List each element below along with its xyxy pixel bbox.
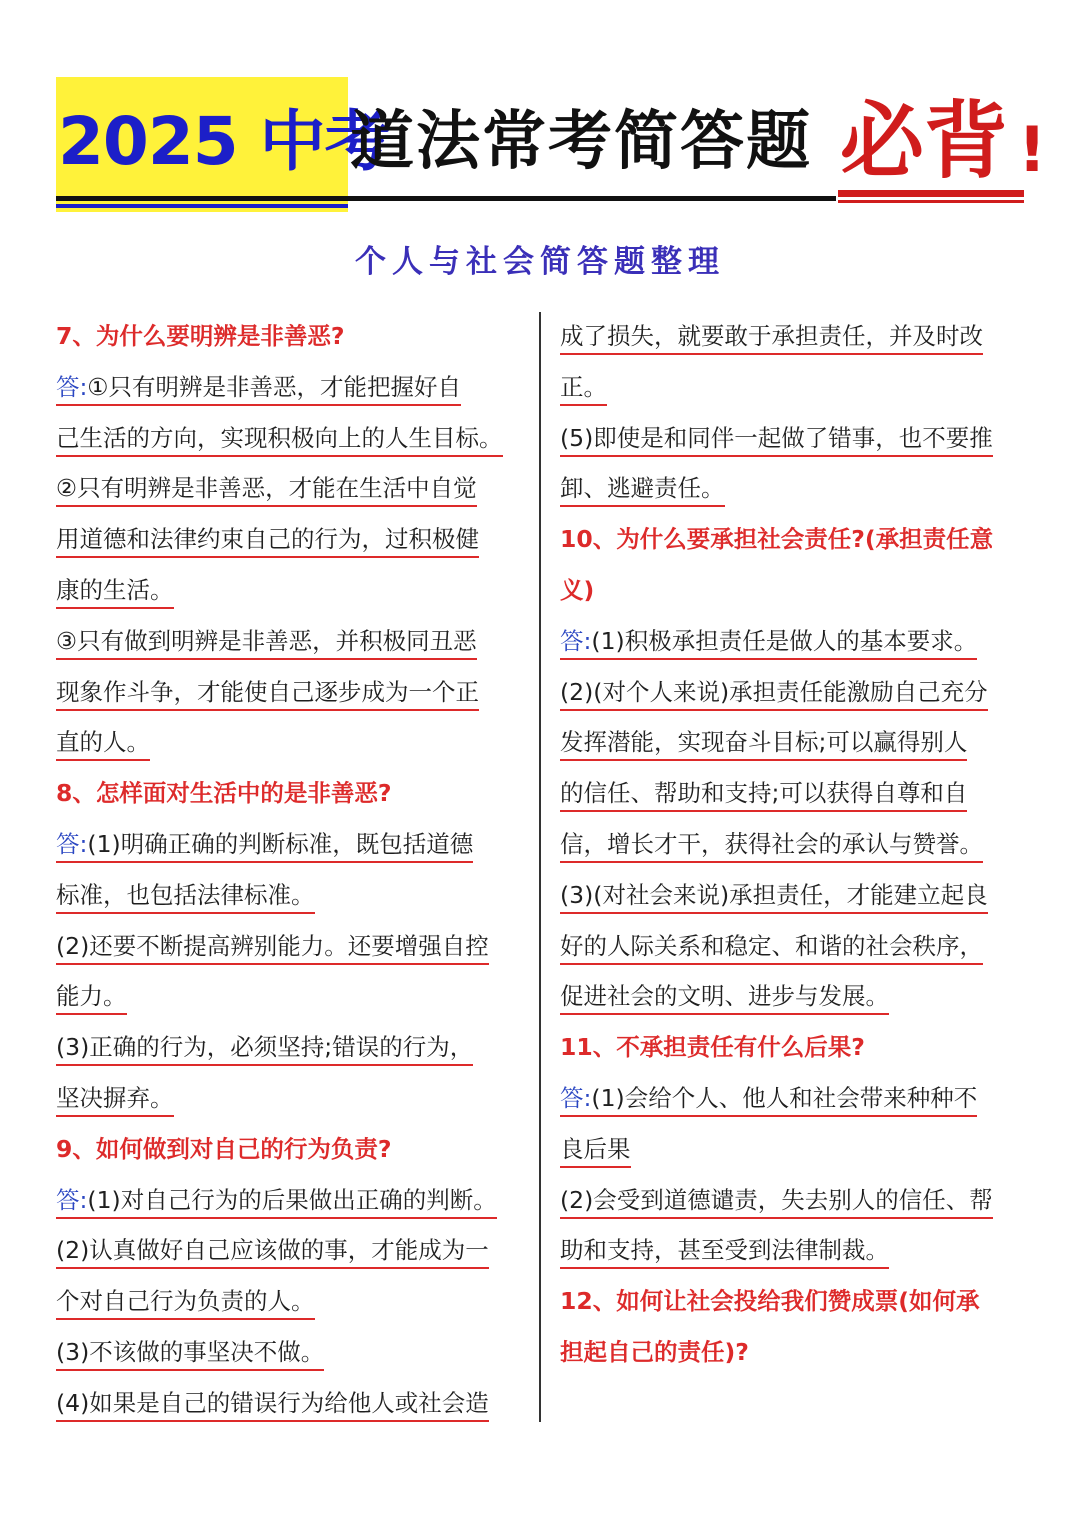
line-text: (2)认真做好自己应该做的事，才能成为一 [56, 1236, 489, 1265]
answer-text [560, 471, 725, 507]
answer-text [560, 1132, 631, 1168]
answer-text [560, 776, 967, 812]
line-text: 7、为什么要明辨是非善恶? [56, 322, 345, 350]
line-text: 的信任、帮助和支持;可以获得自尊和自 [560, 779, 968, 808]
question-heading [560, 515, 1026, 566]
line-text: 9、如何做到对自己的行为负责? [56, 1134, 392, 1163]
answer-text [56, 1183, 497, 1219]
answer-line [56, 414, 526, 465]
answer-line [56, 1074, 526, 1125]
answer-line [56, 871, 526, 922]
line-text: 11、不承担责任有什么后果? [560, 1033, 865, 1062]
answer-line [560, 972, 1026, 1023]
answer-text [560, 979, 889, 1015]
line-text: 能力。 [56, 982, 127, 1011]
question-heading [560, 566, 1026, 617]
answer-line [56, 972, 526, 1023]
question-text [560, 1284, 979, 1318]
answer-line [560, 871, 1026, 922]
line-text: (3)正确的行为，必须坚持;错误的行为， [56, 1033, 474, 1062]
answer-text [56, 522, 479, 558]
answer-text [56, 1386, 489, 1422]
line-text: (3)不该做的事坚决不做。 [56, 1337, 325, 1366]
answer-text [56, 929, 489, 965]
line-text: 信，增长才干，获得社会的承认与赞誉。 [560, 829, 983, 858]
answer-line [560, 1125, 1026, 1176]
answer-line [56, 1226, 526, 1277]
answer-text [56, 370, 461, 406]
answer-line [56, 1328, 526, 1379]
line-text: 卸、逃避责任。 [560, 474, 725, 503]
answer-text [560, 370, 607, 406]
answer-line [56, 922, 526, 973]
page-subtitle: 个人与社会简答题整理 [355, 244, 725, 280]
answer-line [560, 922, 1026, 973]
answer-text [56, 1335, 324, 1371]
answer-text [56, 471, 477, 507]
answer-text [560, 878, 988, 914]
answer-text [560, 624, 977, 660]
line-text: 标准，也包括法律标准。 [56, 880, 315, 909]
answer-text [56, 725, 150, 761]
line-text: 促进社会的文明、进步与发展。 [560, 982, 889, 1011]
answer-line [56, 1023, 526, 1074]
title-year-exam: 2025 中考 [58, 103, 390, 180]
line-text: (1)明确正确的判断标准，既包括道德 [87, 829, 474, 858]
line-text: 用道德和法律约束自己的行为，过积极健 [56, 525, 479, 554]
answer-line [560, 363, 1026, 414]
answer-marker: 答: [56, 372, 88, 401]
answer-text [56, 827, 473, 863]
line-text: 担起自己的责任)? [560, 1337, 749, 1366]
answer-line [560, 617, 1026, 668]
line-text: (5)即使是和同伴一起做了错事，也不要推 [560, 423, 993, 452]
title-underline-red-thin [838, 200, 1024, 203]
answer-text [560, 1183, 993, 1219]
answer-marker: 答: [56, 829, 88, 858]
answer-line [56, 718, 526, 769]
answer-marker: 答: [560, 1083, 592, 1112]
answer-line [56, 1379, 526, 1430]
line-text: (1)对自己行为的后果做出正确的判断。 [87, 1185, 497, 1214]
line-text: 12、如何让社会投给我们赞成票(如何承 [560, 1287, 980, 1316]
line-text: 现象作斗争，才能使自己逐步成为一个正 [56, 677, 479, 706]
answer-line [56, 668, 526, 719]
line-text: 良后果 [560, 1134, 631, 1163]
line-text: 8、怎样面对生活中的是非善恶? [56, 779, 392, 808]
answer-text [56, 1284, 315, 1320]
question-heading [560, 1277, 1026, 1328]
line-text: (2)(对个人来说)承担责任能激励自己充分 [560, 677, 988, 706]
line-text: ①只有明辨是非善恶，才能把握好自 [87, 372, 461, 401]
line-text: (4)如果是自己的错误行为给他人或社会造 [56, 1388, 489, 1417]
answer-text [560, 421, 993, 457]
answer-text [560, 675, 988, 711]
answer-text [560, 827, 983, 863]
answer-marker: 答: [560, 626, 592, 655]
line-text: 己生活的方向，实现积极向上的人生目标。 [56, 423, 503, 452]
title-underline-black [56, 196, 836, 201]
question-text [560, 1030, 865, 1064]
answer-line [560, 820, 1026, 871]
question-heading [56, 312, 526, 363]
line-text: 助和支持，甚至受到法律制裁。 [560, 1236, 889, 1265]
answer-line [56, 617, 526, 668]
title-must-memorize: 必背 [840, 91, 1009, 190]
line-text: ②只有明辨是非善恶，才能在生活中自觉 [56, 474, 477, 503]
answer-line [56, 363, 526, 414]
line-text: 康的生活。 [56, 575, 174, 604]
question-text [56, 776, 391, 810]
answer-line [56, 464, 526, 515]
right-column [560, 312, 1026, 1379]
answer-line [560, 464, 1026, 515]
line-text: 直的人。 [56, 728, 150, 757]
question-heading [56, 1125, 526, 1176]
line-text: 发挥潜能，实现奋斗目标;可以赢得别人 [560, 728, 968, 757]
line-text: (1)积极承担责任是做人的基本要求。 [591, 626, 978, 655]
left-column [56, 312, 526, 1430]
title-underline-blue [56, 204, 348, 208]
line-text: (2)会受到道德谴责，失去别人的信任、帮 [560, 1185, 993, 1214]
answer-text [560, 1233, 889, 1269]
question-text [560, 573, 594, 607]
column-divider [539, 312, 541, 1422]
line-text: (1)会给个人、他人和社会带来种种不 [591, 1083, 978, 1112]
question-heading [56, 769, 526, 820]
question-heading [560, 1023, 1026, 1074]
question-text [560, 522, 993, 556]
question-text [56, 319, 344, 353]
answer-line [560, 769, 1026, 820]
answer-text [560, 725, 967, 761]
answer-text [560, 1081, 977, 1117]
question-heading [560, 1328, 1026, 1379]
answer-text [560, 929, 983, 965]
line-text: 成了损失，就要敢于承担责任，并及时改 [560, 322, 983, 350]
answer-text [56, 675, 479, 711]
question-text [56, 1132, 391, 1166]
line-text: 好的人际关系和稳定、和谐的社会秩序， [560, 931, 983, 960]
answer-line [56, 1277, 526, 1328]
line-text: (2)还要不断提高辨别能力。还要增强自控 [56, 931, 489, 960]
line-text: 个对自己行为负责的人。 [56, 1287, 315, 1316]
line-text: 坚决摒弃。 [56, 1083, 174, 1112]
line-text: ③只有做到明辨是非善恶，并积极同丑恶 [56, 626, 477, 655]
line-text: 10、为什么要承担社会责任?(承担责任意 [560, 525, 994, 554]
answer-text [560, 319, 983, 355]
line-text: 义) [560, 575, 595, 604]
answer-line [56, 515, 526, 566]
answer-line [56, 566, 526, 617]
answer-line [56, 820, 526, 871]
answer-text [56, 624, 477, 660]
answer-line [560, 1074, 1026, 1125]
question-text [560, 1335, 749, 1369]
answer-line [56, 1176, 526, 1227]
answer-marker: 答: [56, 1185, 88, 1214]
answer-line [560, 312, 1026, 363]
answer-text [56, 1030, 473, 1066]
title-underline-red [838, 190, 1024, 197]
answer-text [56, 421, 503, 457]
answer-text [56, 979, 127, 1015]
line-text: (3)(对社会来说)承担责任，才能建立起良 [560, 880, 988, 909]
answer-text [56, 573, 174, 609]
answer-line [560, 718, 1026, 769]
answer-text [56, 878, 315, 914]
line-text: 正。 [560, 372, 607, 401]
answer-text [56, 1081, 174, 1117]
answer-line [560, 668, 1026, 719]
answer-line [560, 1226, 1026, 1277]
title-main: 道法常考简答题 [350, 105, 812, 179]
answer-line [560, 1176, 1026, 1227]
answer-text [56, 1233, 489, 1269]
answer-line [560, 414, 1026, 465]
title-exclamation: ! [1018, 113, 1047, 186]
